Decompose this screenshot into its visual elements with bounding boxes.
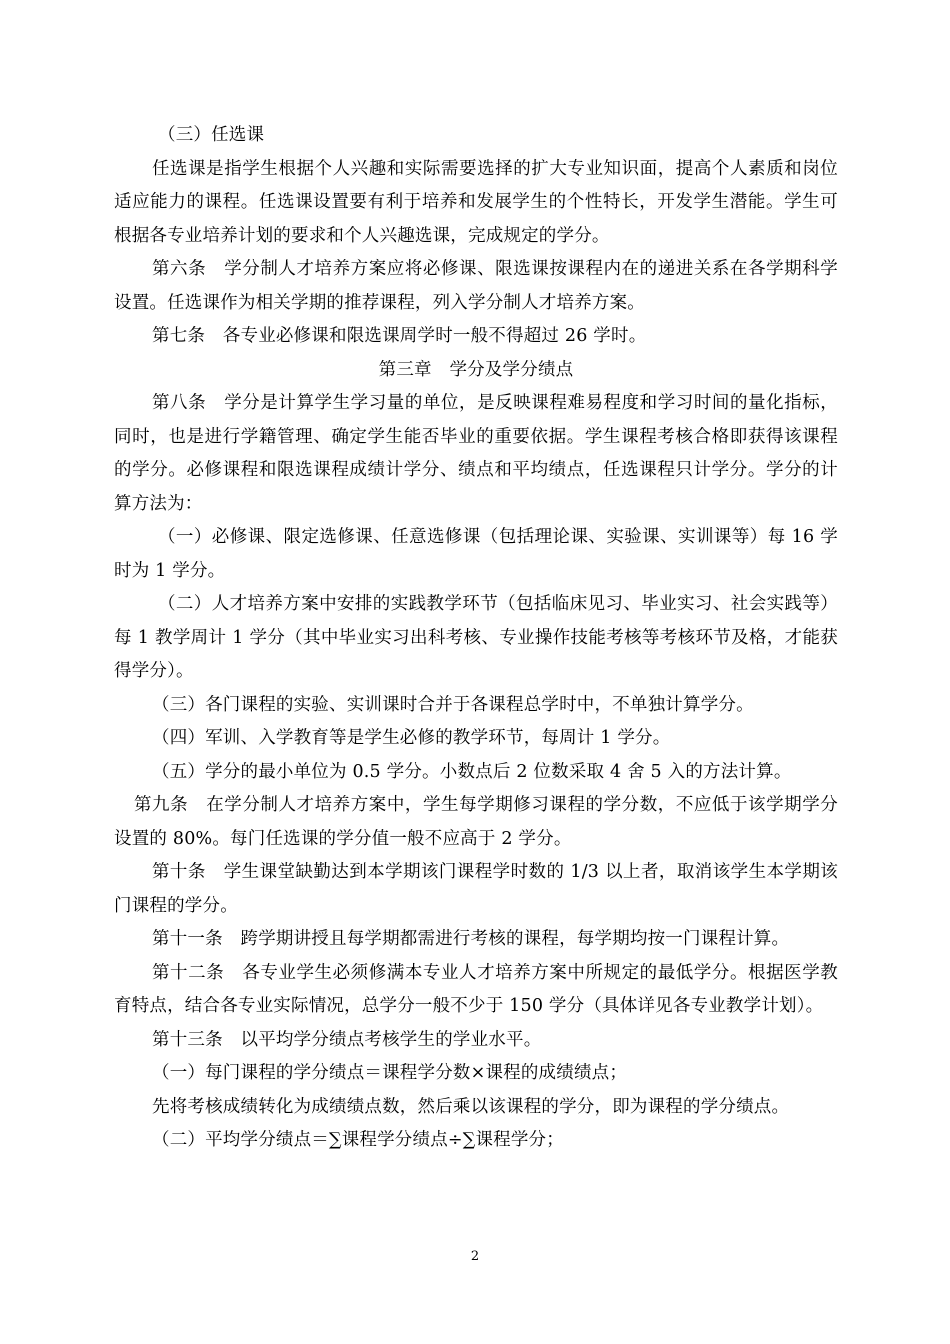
article-13-item-2: （二）平均学分绩点＝∑课程学分绩点÷∑课程学分；: [152, 1130, 564, 1150]
article-11: 第十一条 跨学期讲授且每学期都需进行考核的课程，每学期均按一门课程计算。: [152, 929, 790, 949]
document-body: [114, 119, 838, 1158]
article-13-item-1-note: 先将考核成绩转化为成绩绩点数，然后乘以该课程的学分，即为课程的学分绩点。: [152, 1096, 790, 1117]
article-9: 第九条 在学分制人才培养方案中，学生每学期修习课程的学分数，不应低于该学期学分设置的 80%。每门任选课的学分值一般不应高于 2 学分。: [114, 795, 838, 849]
article-7: 第七条 各专业必修课和限选课周学时一般不得超过 26 学时。: [152, 326, 647, 346]
article-10: 第十条 学生课堂缺勤达到本学期该门课程学时数的 1/3 以上者，取消该学生本学期该门课程的学分。: [114, 862, 838, 916]
paragraph-elective-definition: 任选课是指学生根据个人兴趣和实际需要选择的扩大专业知识面，提高个人素质和岗位适应能力的课程。任选课设置要有利于培养和发展学生的个性特长，开发学生潜能。学生可根据各专业培养计划的要求和个人兴趣选课，完成规定的学分。: [114, 158, 838, 246]
article-8-item-4: （四）军训、入学教育等是学生必修的教学环节，每周计 1 学分。: [152, 728, 671, 748]
article-8-item-1: （一）必修课、限定选修课、任意选修课（包括理论课、实验课、实训课等）每 16 学时为 1 学分。: [114, 527, 838, 581]
article-8: 第八条 学分是计算学生学习量的单位，是反映课程难易程度和学习时间的量化指标，同时，也是进行学籍管理、确定学生能否毕业的重要依据。学生课程考核合格即获得该课程的学分。必修课程和限选课程成绩计学分、绩点和平均绩点，任选课程只计学分。学分的计算方法为：: [114, 393, 838, 514]
chapter-3-heading: 第三章 学分及学分绩点: [378, 359, 574, 380]
article-6: 第六条 学分制人才培养方案应将必修课、限选课按课程内在的递进关系在各学期科学设置。任选课作为相关学期的推荐课程，列入学分制人才培养方案。: [114, 259, 838, 313]
article-13: 第十三条 以平均学分绩点考核学生的学业水平。: [152, 1029, 542, 1050]
article-8-item-3: （三）各门课程的实验、实训课时合并于各课程总学时中，不单独计算学分。: [152, 694, 754, 715]
section-heading-elective: （三）任选课: [158, 125, 265, 145]
article-8-item-5: （五）学分的最小单位为 0.5 学分。小数点后 2 位数采取 4 舍 5 入的方法计算。: [152, 761, 792, 782]
article-8-item-2: （二）人才培养方案中安排的实践教学环节（包括临床见习、毕业实习、社会实践等）每 1 教学周计 1 学分（其中毕业实习出科考核、专业操作技能考核等考核环节及格，才能获得学分）。: [114, 594, 838, 681]
page-number: 2: [470, 1249, 480, 1264]
article-13-item-1: （一）每门课程的学分绩点＝课程学分数×课程的成绩绩点；: [152, 1063, 628, 1083]
article-12: 第十二条 各专业学生必须修满本专业人才培养方案中所规定的最低学分。根据医学教育特点，结合各专业实际情况，总学分一般不少于 150 学分（具体详见各专业教学计划）。: [114, 962, 838, 1016]
